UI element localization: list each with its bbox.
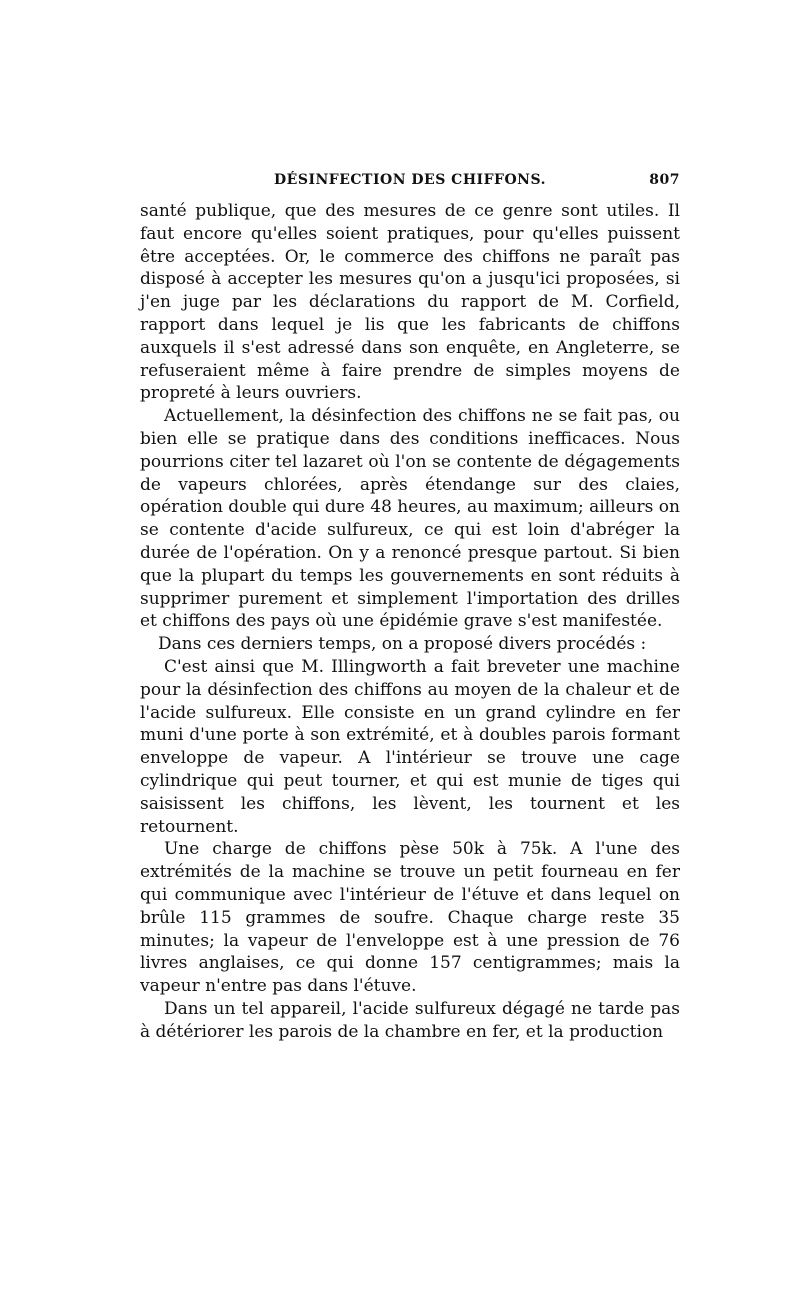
paragraph-current-practice: Actuellement, la désinfection des chiffons ne se fait pas, ou bien elle se pratique dans des conditions inefficaces. Nous pourrions citer tel lazaret où l'on se contente de dégagements de vapeurs chlorées, après étendange sur des claies, opération double qui dure 48 heures, au maximum; ailleurs on se contente d'acide sulfureux, ce qui est loin d'abréger la durée de l'opération. On y a renoncé presque partout. Si bien que la plupart du temps les gouvernements en sont réduits à supprimer purement et simplement l'importation des drilles et chiffons des pays où une épidémie grave s'est manifestée. — [140, 406, 680, 632]
paragraph-illingworth-machine: C'est ainsi que M. Illingworth a fait breveter une machine pour la désinfection des chiffons au moyen de la chaleur et de l'acide sulfureux. Elle consiste en un grand cylindre en fer muni d'une porte à son extrémité, et à doubles parois formant enveloppe de vapeur. A l'intérieur se trouve une cage cylindrique qui peut tourner, et qui est munie de tiges qui saisissent les chiffons, les lèvent, les tournent et les retournent. — [140, 656, 680, 837]
running-title: DÉSINFECTION DES CHIFFONS. — [274, 172, 546, 188]
paragraph-apparatus-deterioration: Dans un tel appareil, l'acide sulfureux dégagé ne tarde pas à détériorer les parois de la chambre en fer, et la production — [140, 998, 680, 1042]
page-number: 807 — [649, 172, 680, 188]
paragraph-machine-charge: Une charge de chiffons pèse 50k à 75k. A l'une des extrémités de la machine se trouve un petit fourneau en fer qui communique avec l'intérieur de l'étuve et dans lequel on brûle 115 grammes de soufre. Chaque charge reste 35 minutes; la vapeur de l'enveloppe est à une pression de 76 livres anglaises, ce qui donne 157 centigrammes; mais la vapeur n'entre pas dans l'étuve. — [140, 839, 680, 997]
running-head — [140, 172, 680, 200]
paragraph-continuation: santé publique, que des mesures de ce genre sont utiles. Il faut encore qu'elles soient pratiques, pour qu'elles puissent être acceptées. Or, le commerce des chiffons ne paraît pas disposé à accepter les mesures qu'on a jusqu'ici proposées, si j'en juge par les déclarations du rapport de M. Corfield, rapport dans lequel je lis que les fabricants de chiffons auxquels il s'est adressé dans son enquête, en Angleterre, se refuseraient même à faire prendre de simples moyens de propreté à leurs ouvriers. — [140, 201, 680, 404]
book-page — [140, 172, 680, 1043]
body-text — [140, 200, 680, 1043]
paragraph-proposed-methods: Dans ces derniers temps, on a proposé divers procédés : — [158, 634, 647, 655]
